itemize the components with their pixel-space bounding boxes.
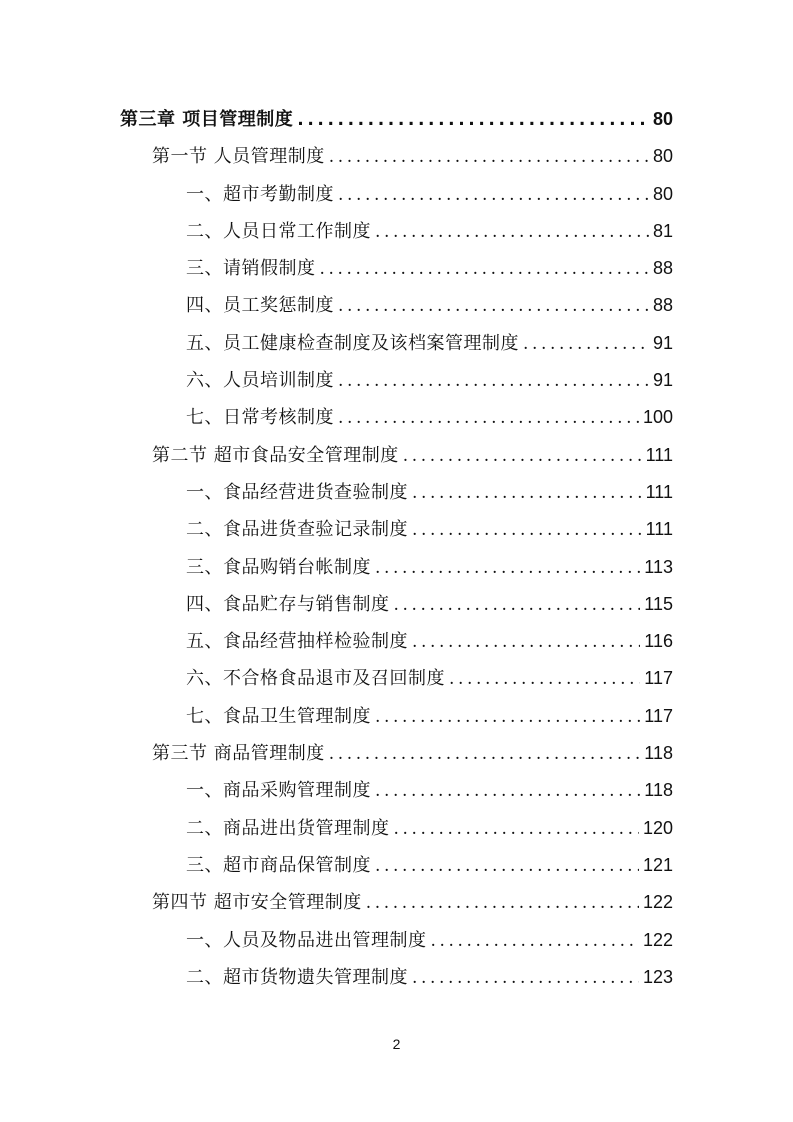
page-number: 2 [392, 1036, 401, 1052]
toc-chapter-entry[interactable] [0, 104, 793, 141]
toc-entry-row [186, 365, 673, 396]
toc-entry-page-number: 115 [644, 593, 673, 614]
toc-entry-row [186, 216, 673, 247]
dot-leader [412, 515, 642, 545]
toc-entry-page-number: 117 [644, 705, 673, 726]
toc-entry-row [186, 850, 673, 881]
toc-item-entry[interactable] [0, 626, 793, 663]
toc-entry-page-number: 100 [642, 407, 673, 428]
dot-leader [366, 888, 639, 918]
toc-entry-row [186, 813, 673, 844]
dot-leader [329, 142, 649, 172]
toc-entry-label: 第三章 项目管理制度 [120, 109, 294, 130]
dot-leader [297, 105, 649, 135]
toc-entry-label: 二、食品进货查验记录制度 [186, 519, 408, 541]
toc-entry-page-number: 88 [652, 295, 673, 316]
toc-entry-page-number: 117 [644, 668, 673, 689]
toc-item-entry[interactable] [0, 402, 793, 439]
toc-entry-label: 二、商品进出货管理制度 [186, 817, 390, 839]
toc-entry-row [152, 141, 673, 172]
toc-entry-label: 三、食品购销台帐制度 [186, 556, 371, 578]
dot-leader [431, 926, 639, 956]
toc-entry-page-number: 121 [642, 854, 673, 875]
toc-section-entry[interactable] [0, 440, 793, 477]
toc-item-entry[interactable] [0, 925, 793, 962]
toc-entry-page-number: 118 [644, 743, 673, 764]
toc-entry-page-number: 122 [642, 929, 673, 950]
toc-entry-row [120, 104, 673, 135]
toc-entry-label: 二、超市货物遗失管理制度 [186, 966, 408, 988]
toc-entry-row [186, 925, 673, 956]
toc-section-entry[interactable] [0, 887, 793, 924]
dot-leader [412, 478, 642, 508]
toc-entry-page-number: 80 [652, 183, 673, 204]
toc-entry-row [186, 328, 673, 359]
toc-item-entry[interactable] [0, 179, 793, 216]
toc-item-entry[interactable] [0, 775, 793, 812]
toc-entry-label: 第二节 超市食品安全管理制度 [152, 444, 399, 466]
toc-item-entry[interactable] [0, 552, 793, 589]
toc-entry-label: 一、超市考勤制度 [186, 183, 334, 205]
dot-leader [523, 329, 649, 359]
toc-entry-page-number: 122 [642, 892, 673, 913]
toc-entry-row [186, 626, 673, 657]
toc-entry-row [186, 477, 673, 508]
toc-entry-row [186, 253, 673, 284]
toc-entry-row [186, 552, 673, 583]
dot-leader [412, 963, 639, 993]
toc-entry-label: 第一节 人员管理制度 [152, 146, 325, 168]
toc-item-entry[interactable] [0, 328, 793, 365]
toc-entry-label: 一、食品经营进货查验制度 [186, 481, 408, 503]
dot-leader [375, 217, 649, 247]
toc-entry-label: 第四节 超市安全管理制度 [152, 892, 362, 914]
toc-item-entry[interactable] [0, 477, 793, 514]
toc-entry-label: 第三节 商品管理制度 [152, 743, 325, 765]
dot-leader [375, 851, 639, 881]
toc-entry-page-number: 80 [652, 109, 673, 129]
toc-entry-page-number: 91 [652, 332, 673, 353]
toc-item-entry[interactable] [0, 663, 793, 700]
toc-entry-row [152, 887, 673, 918]
toc-entry-label: 三、请销假制度 [186, 258, 316, 280]
toc-entry-label: 七、食品卫生管理制度 [186, 705, 371, 727]
toc-item-entry[interactable] [0, 290, 793, 327]
toc-entry-page-number: 111 [645, 519, 673, 540]
toc-entry-page-number: 88 [652, 258, 673, 279]
toc-item-entry[interactable] [0, 589, 793, 626]
toc-entry-row [186, 962, 673, 993]
toc-item-entry[interactable] [0, 701, 793, 738]
toc-entry-label: 一、商品采购管理制度 [186, 780, 371, 802]
toc-entry-row [186, 402, 673, 433]
toc-item-entry[interactable] [0, 365, 793, 402]
dot-leader [329, 739, 641, 769]
toc-section-entry[interactable] [0, 141, 793, 178]
toc-entry-page-number: 113 [644, 556, 673, 577]
dot-leader [375, 776, 640, 806]
toc-entry-row [152, 738, 673, 769]
toc-entry-page-number: 111 [645, 444, 673, 465]
toc-entry-row [186, 663, 673, 694]
toc-entry-page-number: 120 [642, 817, 673, 838]
toc-entry-page-number: 118 [644, 780, 673, 801]
toc-entry-page-number: 81 [652, 220, 673, 241]
toc-item-entry[interactable] [0, 962, 793, 999]
toc-entry-label: 五、员工健康检查制度及该档案管理制度 [186, 332, 519, 354]
toc-entry-row [186, 589, 673, 620]
toc-item-entry[interactable] [0, 253, 793, 290]
toc-entry-label: 三、超市商品保管制度 [186, 854, 371, 876]
toc-item-entry[interactable] [0, 850, 793, 887]
toc-item-entry[interactable] [0, 514, 793, 551]
dot-leader [394, 814, 639, 844]
toc-entry-row [186, 514, 673, 545]
toc-entry-label: 一、人员及物品进出管理制度 [186, 929, 427, 951]
toc-entry-label: 七、日常考核制度 [186, 407, 334, 429]
toc-item-entry[interactable] [0, 813, 793, 850]
dot-leader [412, 627, 640, 657]
toc-entry-page-number: 123 [642, 966, 673, 987]
dot-leader [375, 553, 640, 583]
toc-entry-label: 四、员工奖惩制度 [186, 295, 334, 317]
toc-entry-row [186, 179, 673, 210]
dot-leader [338, 180, 649, 210]
toc-entry-page-number: 116 [644, 631, 673, 652]
dot-leader [338, 366, 649, 396]
toc-entry-label: 四、食品贮存与销售制度 [186, 593, 390, 615]
toc-entry-label: 二、人员日常工作制度 [186, 220, 371, 242]
toc-entry-row [186, 701, 673, 732]
toc-entry-label: 六、不合格食品退市及召回制度 [186, 668, 445, 690]
toc-entry-row [186, 290, 673, 321]
dot-leader [403, 441, 642, 471]
toc-entry-page-number: 91 [652, 370, 673, 391]
toc-entry-row [152, 440, 673, 471]
toc-item-entry[interactable] [0, 216, 793, 253]
table-of-contents [0, 104, 793, 999]
dot-leader [375, 702, 640, 732]
toc-entry-row [186, 775, 673, 806]
dot-leader [394, 590, 641, 620]
dot-leader [449, 664, 640, 694]
dot-leader [338, 403, 639, 433]
dot-leader [338, 291, 649, 321]
dot-leader [320, 254, 649, 284]
toc-entry-page-number: 80 [652, 146, 673, 167]
toc-entry-label: 五、食品经营抽样检验制度 [186, 631, 408, 653]
toc-entry-label: 六、人员培训制度 [186, 370, 334, 392]
toc-section-entry[interactable] [0, 738, 793, 775]
toc-entry-page-number: 111 [645, 481, 673, 502]
